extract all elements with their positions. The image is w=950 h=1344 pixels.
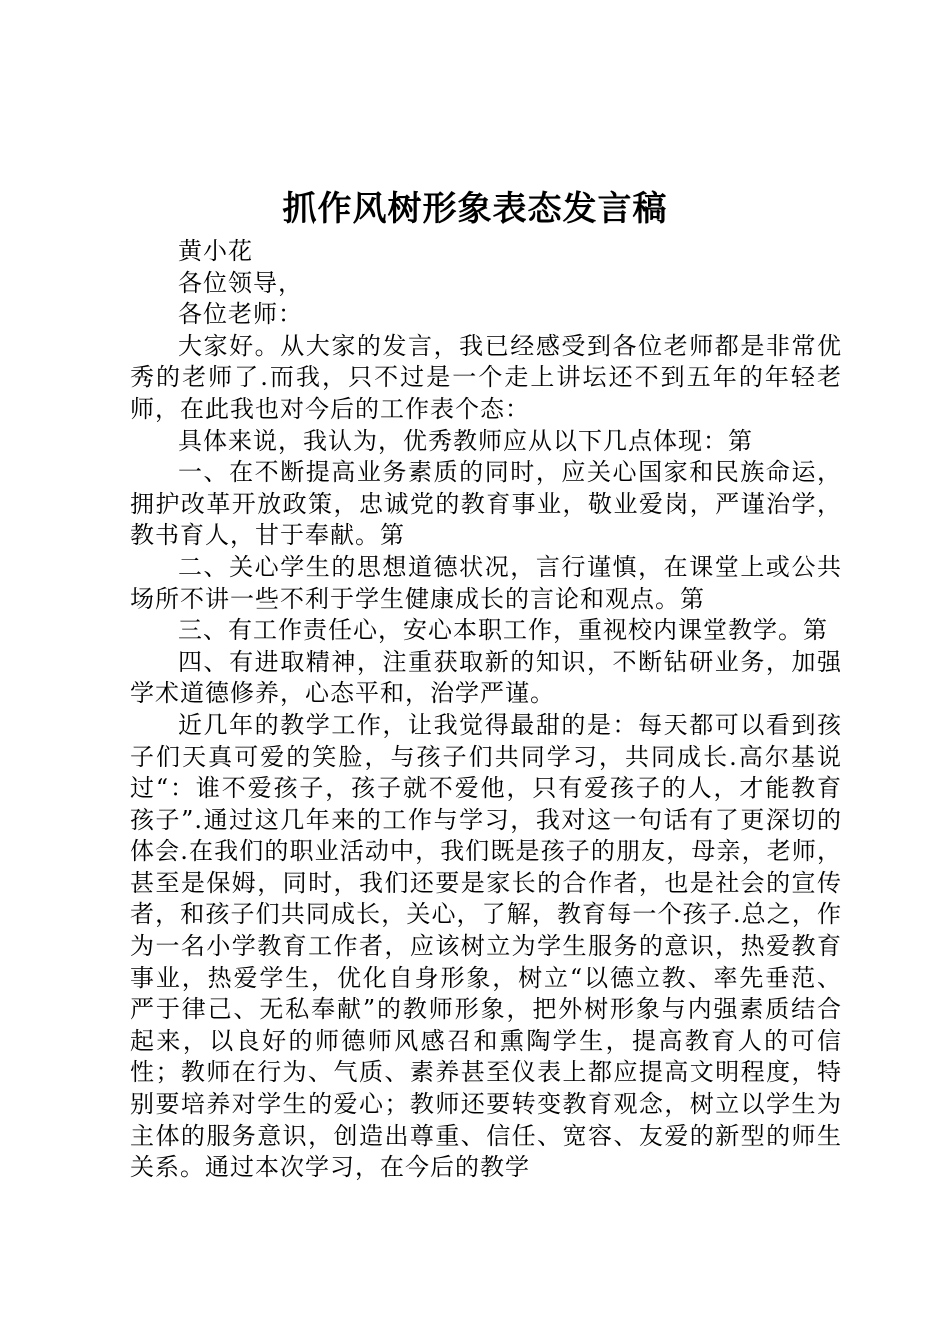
salutation-leaders: 各位领导， (178, 268, 303, 297)
paragraph-summary: 具体来说，我认为，优秀教师应从以下几点体现：第 (178, 426, 753, 455)
author-line: 黄小花 (178, 237, 253, 265)
paragraph-point-2: 二、关心学生的思想道德状况，言行谨慎，在课堂上或公共场所不讲一些不利于学生健康成长的言论和观点。第 (130, 552, 842, 613)
paragraph-point-4: 四、有进取精神，注重获取新的知识，不断钻研业务，加强学术道德修养，心态平和，治学严谨。 (130, 647, 842, 708)
document-body (130, 236, 842, 1184)
salutation-teachers: 各位老师： (178, 300, 303, 329)
document-title: 抓作风树形象表态发言稿 (282, 189, 668, 229)
paragraph-reflection: 近几年的教学工作，让我觉得最甜的是：每天都可以看到孩子们天真可爱的笑脸，与孩子们共同学习，共同成长.高尔基说过“：谁不爱孩子，孩子就不爱他，只有爱孩子的人，才能教育孩子”.通过这几年来的工作与学习，我对这一句话有了更深切的体会.在我们的职业活动中，我们既是孩子的朋友，母亲，老师，甚至是保姆，同时，我们还要是家长的合作者，也是社会的宣传者，和孩子们共同成长，关心，了解，教育每一个孩子.总之，作为一名小学教育工作者，应该树立为学生服务的意识，热爱教育事业，热爱学生，优化自身形象，树立“以德立教、率先垂范、严于律己、无私奉献”的教师形象，把外树形象与内强素质结合起来，以良好的师德师风感召和熏陶学生，提高教育人的可信性；教师在行为、气质、素养甚至仪表上都应提高文明程度，特别要培养对学生的爱心；教师还要转变教育观念，树立以学生为主体的服务意识，创造出尊重、信任、宽容、友爱的新型的师生关系。通过本次学习，在今后的教学 (130, 710, 842, 1182)
paragraph-point-3: 三、有工作责任心，安心本职工作，重视校内课堂教学。第 (178, 616, 828, 645)
paragraph-point-1: 一、在不断提高业务素质的同时，应关心国家和民族命运，拥护改革开放政策，忠诚党的教育事业，敬业爱岗，严谨治学，教书育人，甘于奉献。第 (130, 458, 842, 550)
paragraph-intro: 大家好。从大家的发言，我已经感受到各位老师都是非常优秀的老师了.而我，只不过是一个走上讲坛还不到五年的年轻老师，在此我也对今后的工作表个态： (130, 331, 842, 423)
